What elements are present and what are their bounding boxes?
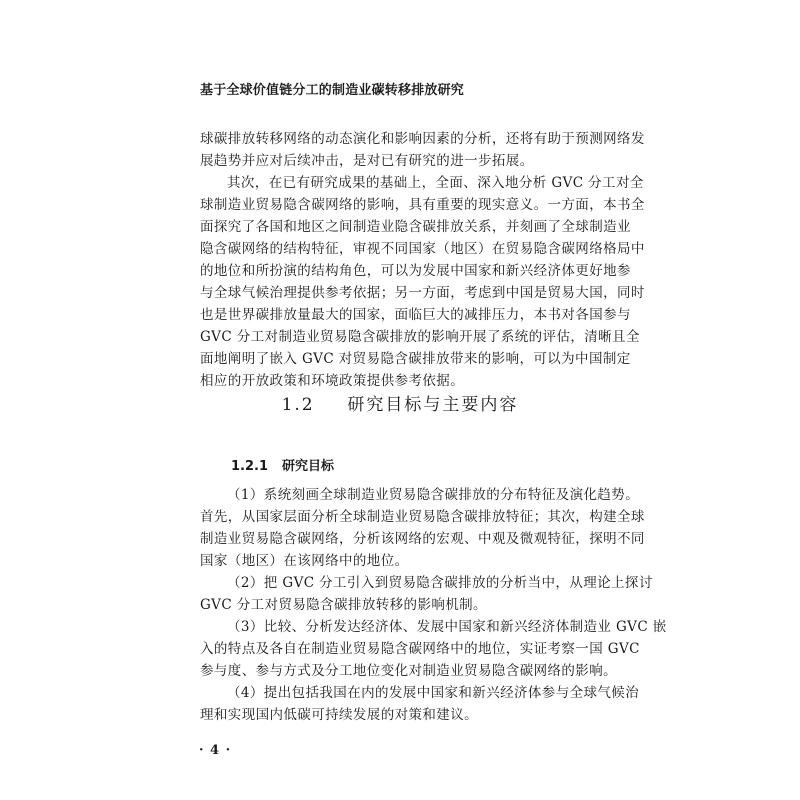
paragraph-2-line-6: 与全球气候治理提供参考依据；另一方面，考虑到中国是贸易大国，同时 — [200, 285, 645, 301]
item-1-line-2: 首先，从国家层面分析全球制造业贸易隐含碳排放特征；其次，构建全球 — [200, 509, 645, 525]
page-number: · 4 · — [199, 743, 232, 758]
paragraph-2-line-7: 也是世界碳排放量最大的国家，面临巨大的减排压力，本书对各国参与 — [200, 307, 631, 323]
item-1-line-1: （1）系统刻画全球制造业贸易隐含碳排放的分布特征及演化趋势。 — [227, 487, 640, 503]
item-1-line-3: 制造业贸易隐含碳网络，分析该网络的宏观、中观及微观特征，探明不同 — [200, 531, 645, 547]
item-2-line-1: （2）把 GVC 分工引入到贸易隐含碳排放的分析当中，从理论上探讨 — [227, 575, 653, 591]
paragraph-2-line-2: 球制造业贸易隐含碳网络的影响，具有重要的现实意义。一方面，本书全 — [200, 197, 645, 213]
paragraph-2-line-3: 面探究了各国和地区之间制造业隐含碳排放关系，并刻画了全球制造业 — [200, 219, 631, 235]
item-3-line-1: （3）比较、分析发达经济体、发展中国家和新兴经济体制造业 GVC 嵌 — [227, 619, 667, 635]
section-heading — [200, 390, 600, 415]
subsection-heading — [231, 455, 334, 474]
paragraph-2-line-9: 面地阐明了嵌入 GVC 对贸易隐含碳排放带来的影响，可以为中国制定 — [200, 351, 631, 367]
paragraph-2-line-10: 相应的开放政策和环境政策提供参考依据。 — [200, 373, 465, 389]
item-1-line-4: 国家（地区）在该网络中的地位。 — [200, 553, 409, 569]
item-4-line-2: 理和实现国内低碳可持续发展的对策和建议。 — [200, 707, 478, 723]
item-2-line-2: GVC 分工对贸易隐含碳排放转移的影响机制。 — [200, 597, 487, 613]
item-4-line-1: （4）提出包括我国在内的发展中国家和新兴经济体参与全球气候治 — [227, 685, 640, 701]
section-number: 1.2 — [281, 395, 315, 415]
running-head: 基于全球价值链分工的制造业碳转移排放研究 — [200, 83, 465, 98]
item-3-line-2: 入的特点及各自在制造业贸易隐含碳网络中的地位，实证考察一国 GVC — [200, 641, 640, 657]
subsection-title-text: 研究目标 — [282, 459, 335, 474]
paragraph-2-line-4: 隐含碳网络的结构特征，审视不同国家（地区）在贸易隐含碳网络格局中 — [200, 241, 645, 257]
subsection-number: 1.2.1 — [231, 459, 269, 474]
item-3-line-3: 参与度、参与方式及分工地位变化对制造业贸易隐含碳网络的影响。 — [200, 663, 617, 679]
paragraph-2-line-5: 的地位和所扮演的结构角色，可以为发展中国家和新兴经济体更好地参 — [200, 263, 631, 279]
paragraph-1-line-2: 展趋势并应对后续冲击，是对已有研究的进一步拓展。 — [200, 153, 534, 169]
paragraph-2-line-1: 其次，在已有研究成果的基础上，全面、深入地分析 GVC 分工对全 — [227, 175, 644, 191]
paragraph-1-line-1: 球碳排放转移网络的动态演化和影响因素的分析，还将有助于预测网络发 — [200, 131, 645, 147]
paragraph-2-line-8: GVC 分工对制造业贸易隐含碳排放的影响开展了系统的评估，清晰且全 — [200, 329, 640, 345]
section-title-text: 研究目标与主要内容 — [347, 395, 519, 415]
